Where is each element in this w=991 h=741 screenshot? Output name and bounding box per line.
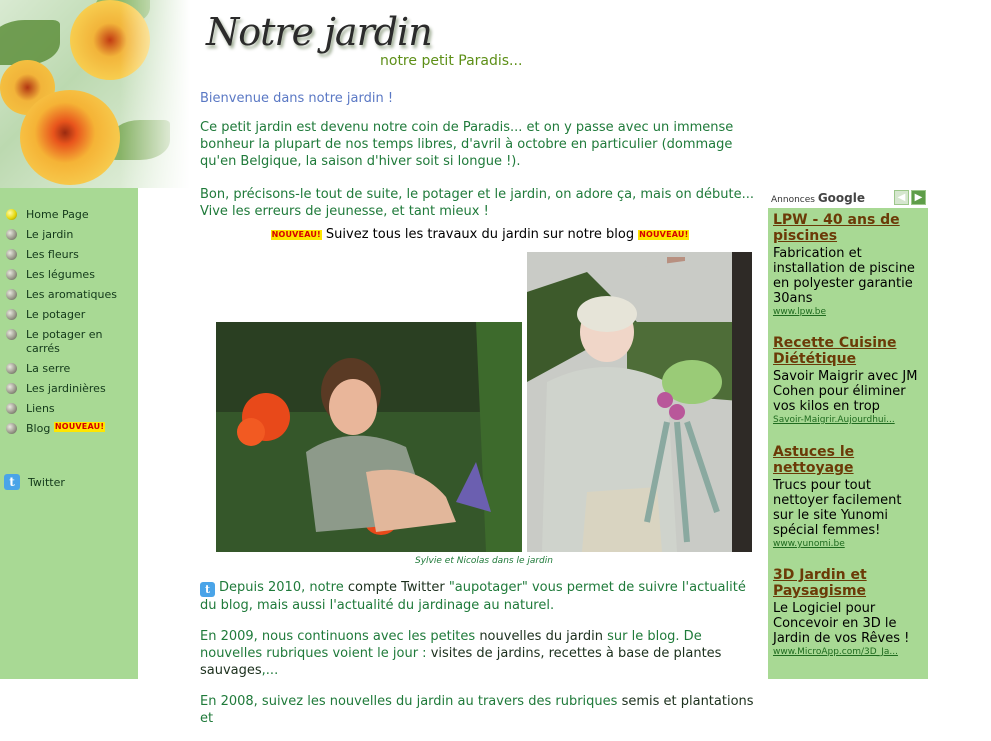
main-content xyxy=(200,90,760,242)
paragraph-2009: En 2009, nous continuons avec les petites nouvelles du jardin sur le blog. De nouvelles rubriques voient le jour : visites de jardins, recettes à base de plantes sauvages,... xyxy=(200,629,722,678)
paragraph-2008: En 2008, suivez les nouvelles du jardin au travers des rubriques semis et plantations et xyxy=(200,694,754,726)
site-title: Notre jardin xyxy=(206,10,432,54)
ad-item[interactable] xyxy=(773,567,925,657)
ad-title[interactable]: 3D Jardin et Paysagisme xyxy=(773,567,867,599)
twitter-link[interactable] xyxy=(4,474,65,490)
bullet-icon xyxy=(6,229,17,240)
nav-item-les-aromatiques[interactable]: Les aromatiques xyxy=(0,288,138,302)
nav-item-les-legumes[interactable]: Les légumes xyxy=(0,268,138,282)
welcome-heading: Bienvenue dans notre jardin ! xyxy=(200,91,394,106)
bullet-icon xyxy=(6,423,17,434)
ad-item[interactable] xyxy=(773,212,925,317)
sidebar xyxy=(0,188,138,679)
blog-announcement-text: Suivez tous les travaux du jardin sur notre blog xyxy=(325,227,635,242)
ad-item[interactable] xyxy=(773,444,925,549)
bullet-icon xyxy=(6,269,17,280)
bullet-icon xyxy=(6,209,17,220)
nav-item-potager-carres[interactable]: Le potager en carrés xyxy=(0,328,138,356)
bullet-icon xyxy=(6,249,17,260)
ad-body: Le Logiciel pour Concevoir en 3D le Jardin de vos Rêves ! xyxy=(773,601,910,646)
ad-url[interactable]: www.lpw.be xyxy=(773,307,826,317)
nav-item-le-jardin[interactable]: Le jardin xyxy=(0,228,138,242)
nav-item-le-potager[interactable]: Le potager xyxy=(0,308,138,322)
nouvelles-jardin-link[interactable]: nouvelles du jardin xyxy=(479,629,603,644)
nav-item-les-fleurs[interactable]: Les fleurs xyxy=(0,248,138,262)
twitter-label: Twitter xyxy=(28,475,65,489)
nouveau-badge: NOUVEAU! xyxy=(54,422,105,431)
photo-caption: Sylvie et Nicolas dans le jardin xyxy=(415,556,553,566)
intro-paragraph: Ce petit jardin est devenu notre coin de Paradis... et on y passe avec un immense bonheur la plupart de nos temps libres, d'avril à octobre en particulier (dommage qu'en Belgique, la saison d'hiver soit si longue !). xyxy=(200,120,734,169)
site-subtitle: notre petit Paradis... xyxy=(380,53,523,69)
semis-plantations-link[interactable]: semis et plantations xyxy=(621,694,754,709)
nouveau-badge: NOUVEAU! xyxy=(271,229,321,239)
bullet-icon xyxy=(6,309,17,320)
header-flower-image xyxy=(0,0,190,188)
ads-label[interactable]: Annonces Google xyxy=(768,188,890,206)
ad-url[interactable]: www.yunomi.be xyxy=(773,539,845,549)
bullet-icon xyxy=(6,383,17,394)
ad-title[interactable]: LPW - 40 ans de piscines xyxy=(773,212,900,244)
prev-arrow-icon[interactable]: ◀ xyxy=(894,190,909,205)
bullet-icon xyxy=(6,289,17,300)
bullet-icon xyxy=(6,403,17,414)
photo-nicolas xyxy=(527,252,752,552)
nav-item-liens[interactable]: Liens xyxy=(0,402,138,416)
ad-title[interactable]: Recette Cuisine Diététique xyxy=(773,335,897,367)
paragraph-2010: t Depuis 2010, notre compte Twitter "aupotager" vous permet de suivre l'actualité du blog, mais aussi l'actualité du jardinage au naturel. xyxy=(200,580,746,613)
ad-body: Savoir Maigrir avec JM Cohen pour éliminer vos kilos en trop xyxy=(773,369,918,414)
rubriques-link[interactable]: visites de jardins, recettes à base de plantes sauvages xyxy=(200,646,722,678)
nav-item-la-serre[interactable]: La serre xyxy=(0,362,138,376)
ad-title[interactable]: Astuces le nettoyage xyxy=(773,444,855,476)
precise-paragraph: Bon, précisons-le tout de suite, le potager et le jardin, on adore ça, mais on débute... Vive les erreurs de jeunesse, et tant mieux ! xyxy=(200,187,755,219)
nav-item-les-jardinieres[interactable]: Les jardinières xyxy=(0,382,138,396)
twitter-icon[interactable]: t xyxy=(200,582,215,597)
blog-announcement[interactable] xyxy=(200,226,760,243)
ad-item[interactable] xyxy=(773,335,925,425)
ad-body: Fabrication et installation de piscine en polyester garantie 30ans xyxy=(773,246,915,306)
nav-item-home[interactable]: Home Page xyxy=(0,208,138,222)
ad-url[interactable]: www.MicroApp.com/3D_Ja... xyxy=(773,647,898,657)
nav-item-blog[interactable]: Blog NOUVEAU! xyxy=(0,422,138,436)
ad-url[interactable]: Savoir-Maigrir.Aujourdhui... xyxy=(773,415,895,425)
photo-sylvie xyxy=(216,322,522,552)
ads-column xyxy=(768,188,928,679)
next-arrow-icon[interactable]: ▶ xyxy=(911,190,926,205)
ads-header xyxy=(768,188,928,208)
ad-body: Trucs pour tout nettoyer facilement sur le site Yunomi spécial femmes! xyxy=(773,478,902,538)
bullet-icon xyxy=(6,363,17,374)
bullet-icon xyxy=(6,329,17,340)
nouveau-badge: NOUVEAU! xyxy=(639,229,689,239)
sidebar-nav xyxy=(0,208,138,442)
twitter-icon: t xyxy=(4,474,20,490)
news-section xyxy=(200,579,760,741)
ads-nav xyxy=(894,190,926,205)
twitter-account-link[interactable]: compte Twitter xyxy=(347,580,445,595)
